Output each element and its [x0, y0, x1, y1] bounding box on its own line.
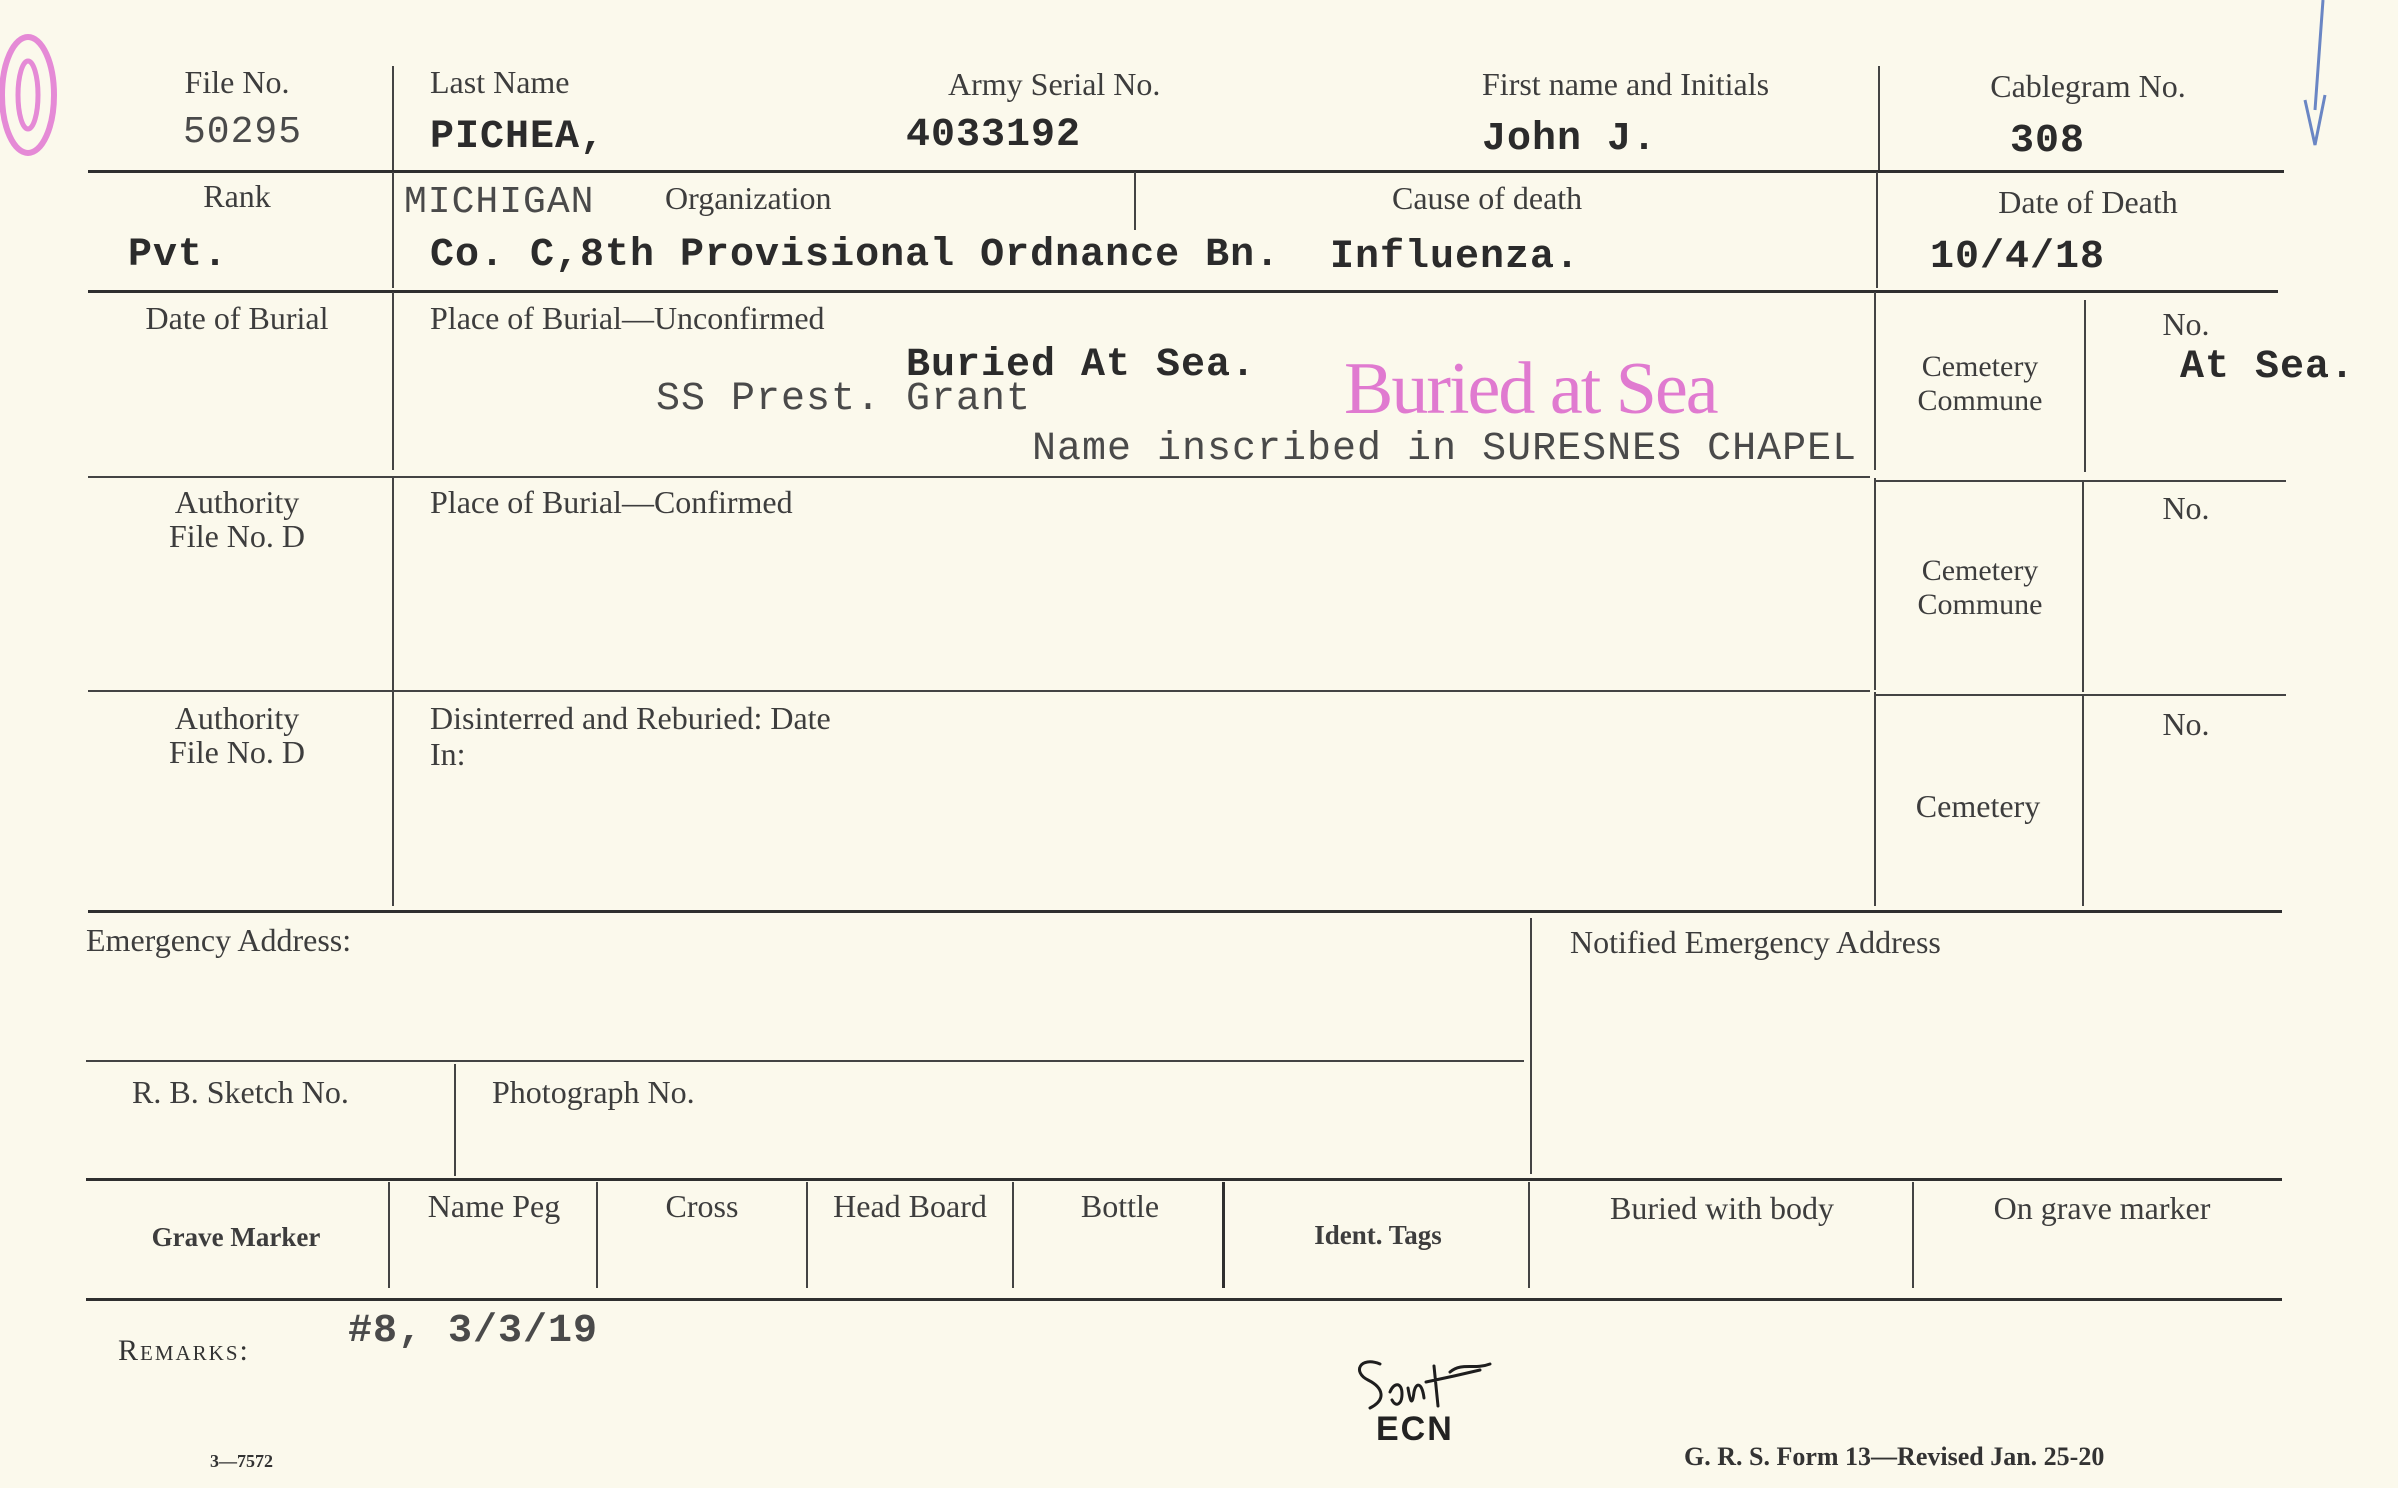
- file-no-d-label: File No. D: [169, 734, 305, 770]
- on-grave-marker-label: On grave marker: [1993, 1190, 2211, 1226]
- ship-name: SS Prest. Grant: [656, 377, 1032, 422]
- cause-of-death-value: Influenza.: [1330, 235, 1581, 280]
- date-of-death-label: Date of Death: [1998, 184, 2178, 220]
- divider: [392, 172, 394, 288]
- last-name-label: Last Name: [430, 64, 570, 100]
- notified-address-label: Notified Emergency Address: [1570, 924, 1941, 960]
- divider: [1530, 918, 1532, 1174]
- buried-with-body-label: Buried with body: [1610, 1190, 1834, 1226]
- divider: [392, 292, 394, 470]
- divider: [1876, 172, 1878, 288]
- rule: [1876, 480, 2286, 482]
- divider: [1874, 478, 1876, 690]
- initials: ECN: [1376, 1410, 1454, 1448]
- no-label: No.: [2162, 706, 2210, 742]
- rule: [88, 690, 1870, 692]
- grave-marker-label: Grave Marker: [151, 1222, 321, 1252]
- in-label: In:: [430, 736, 466, 772]
- remarks-value: #8, 3/3/19: [348, 1309, 599, 1354]
- rule: [86, 1298, 2282, 1301]
- rule: [86, 1060, 1524, 1062]
- bottle-label: Bottle: [1080, 1188, 1160, 1224]
- print-code: 3—7572: [210, 1451, 273, 1471]
- state-value: MICHIGAN: [404, 181, 595, 224]
- army-serial-label: Army Serial No.: [948, 66, 1161, 102]
- divider: [1012, 1182, 1014, 1288]
- divider: [2082, 696, 2084, 906]
- first-name-value: John J.: [1482, 117, 1658, 162]
- place-unconfirmed-label: Place of Burial—Unconfirmed: [430, 300, 825, 336]
- form-number: G. R. S. Form 13—Revised Jan. 25-20: [1684, 1442, 2105, 1471]
- first-name-label: First name and Initials: [1482, 66, 1770, 102]
- cemetery-label: Cemetery: [1915, 788, 2041, 824]
- cemetery-label: Cemetery: [1921, 554, 2039, 587]
- divider: [392, 66, 394, 170]
- ident-tags-label: Ident. Tags: [1314, 1220, 1442, 1250]
- rule: [88, 910, 2282, 913]
- cablegram-label: Cablegram No.: [1990, 68, 2186, 104]
- divider: [454, 1064, 456, 1176]
- date-of-death-value: 10/4/18: [1930, 235, 2106, 280]
- pink-tab-marker: [0, 30, 62, 160]
- place-confirmed-label: Place of Burial—Confirmed: [430, 484, 793, 520]
- file-no-value: 50295: [183, 111, 303, 154]
- cablegram-value: 308: [2010, 119, 2086, 164]
- rank-label: Rank: [203, 178, 271, 214]
- rule: [88, 476, 1870, 478]
- divider: [1222, 1182, 1225, 1288]
- divider: [392, 692, 394, 906]
- cause-of-death-label: Cause of death: [1392, 180, 1583, 216]
- disinterred-label: Disinterred and Reburied: Date: [430, 700, 831, 736]
- last-name-value: PICHEA,: [430, 115, 606, 160]
- remarks-label: Remarks:: [118, 1334, 250, 1367]
- divider: [1912, 1182, 1914, 1288]
- commune-label: Commune: [1917, 384, 2043, 417]
- divider: [2084, 300, 2086, 472]
- army-serial-value: 4033192: [906, 113, 1082, 158]
- divider: [1134, 172, 1136, 230]
- blue-pencil-mark: [2275, 0, 2335, 150]
- file-no-label: File No.: [184, 64, 290, 100]
- organization-value: Co. C,8th Provisional Ordnance Bn.: [430, 233, 1281, 278]
- date-of-burial-label: Date of Burial: [145, 300, 329, 336]
- organization-label: Organization: [665, 180, 832, 216]
- divider: [596, 1182, 598, 1288]
- divider: [806, 1182, 808, 1288]
- cross-label: Cross: [665, 1188, 739, 1224]
- rule: [88, 170, 2284, 173]
- divider: [1528, 1182, 1530, 1288]
- photograph-no-label: Photograph No.: [492, 1074, 695, 1110]
- divider: [388, 1182, 390, 1288]
- rule: [1876, 694, 2286, 696]
- rule: [86, 1178, 2282, 1181]
- divider: [2082, 482, 2084, 692]
- divider: [1878, 66, 1880, 170]
- rule: [88, 290, 2278, 293]
- inscribed-note: Name inscribed in SURESNES CHAPEL: [1032, 427, 1858, 472]
- sketch-no-label: R. B. Sketch No.: [132, 1074, 349, 1110]
- authority-label: Authority: [174, 484, 300, 520]
- no-label: No.: [2162, 490, 2210, 526]
- name-peg-label: Name Peg: [427, 1188, 561, 1224]
- commune-label: Commune: [1917, 588, 2043, 621]
- rank-value: Pvt.: [128, 233, 229, 278]
- divider: [1874, 692, 1876, 906]
- divider: [1874, 292, 1876, 470]
- buried-at-sea-stamp: Buried at Sea: [1344, 348, 1717, 430]
- divider: [392, 478, 394, 690]
- head-board-label: Head Board: [833, 1188, 987, 1224]
- grave-no-value: At Sea.: [2180, 345, 2356, 390]
- emergency-address-label: Emergency Address:: [86, 922, 352, 958]
- cemetery-label: Cemetery: [1921, 350, 2039, 383]
- no-label: No.: [2162, 306, 2210, 342]
- authority-label: Authority: [174, 700, 300, 736]
- buried-at-sea-text: Buried At Sea.: [906, 343, 1257, 388]
- file-no-d-label: File No. D: [169, 518, 305, 554]
